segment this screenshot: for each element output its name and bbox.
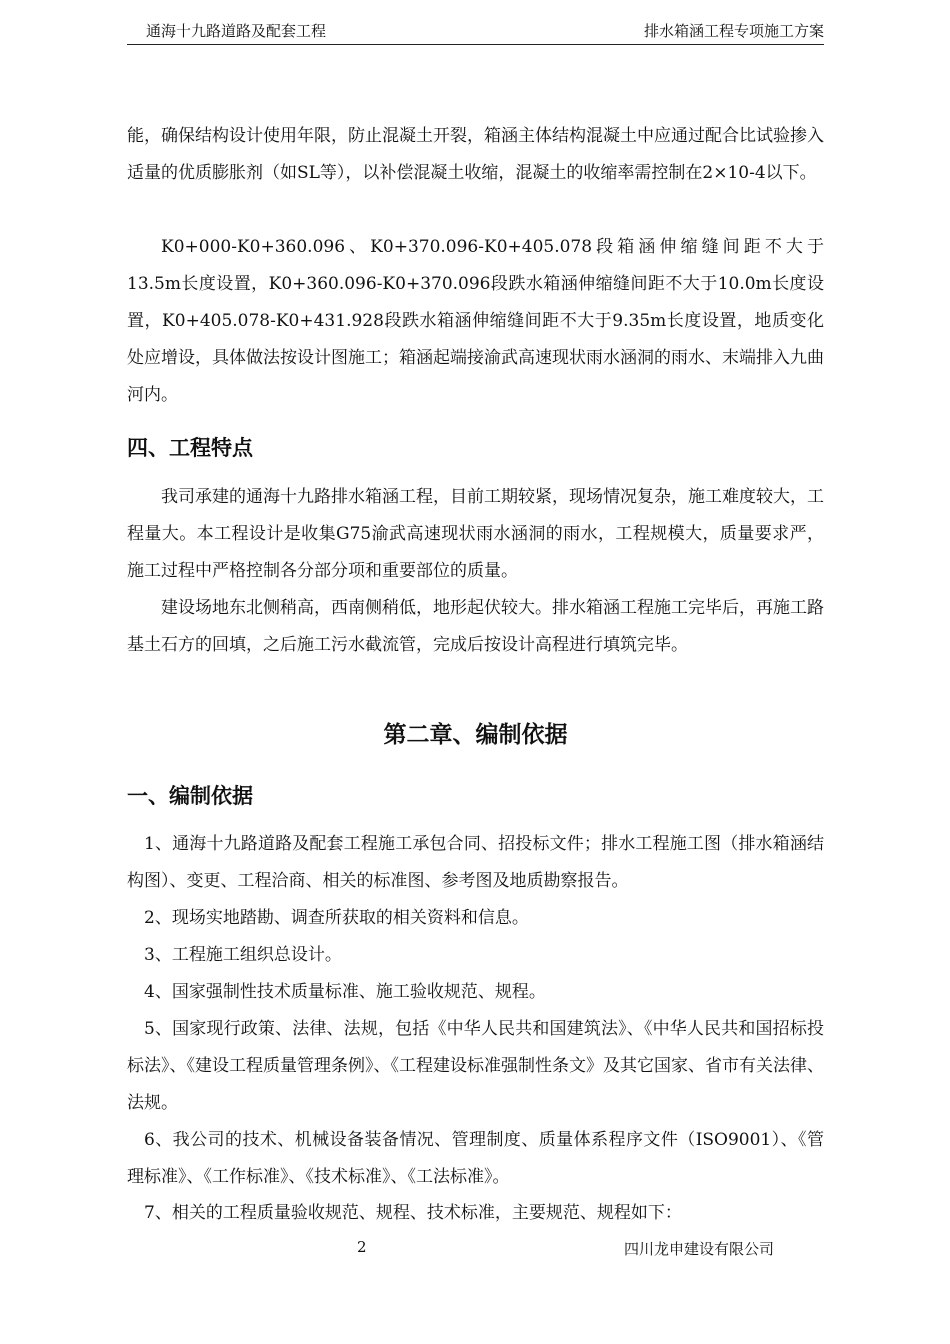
list-item-3: 3、工程施工组织总设计。 [144, 945, 342, 965]
heading-project-features: 四、工程特点 [127, 436, 253, 460]
paragraph-project-features: 我司承建的通海十九路排水箱涵工程，目前工期较紧，现场情况复杂，施工难度较大，工程量大。本工程设计是收集G75渝武高速现状雨水涵洞的雨水，工程规模大，质量要求严，施工过程中严格控制各分部分项和重要部位的质量。 [127, 487, 824, 581]
list-item-5: 5、国家现行政策、法律、法规，包括《中华人民共和国建筑法》、《中华人民共和国招标投标法》、《建设工程质量管理条例》、《工程建设标准强制性条文》及其它国家、省市有关法律、法规。 [127, 1019, 824, 1113]
footer-company: 四川龙申建设有限公司 [624, 1240, 775, 1258]
paragraph-shrinkage: 能，确保结构设计使用年限，防止混凝土开裂，箱涵主体结构混凝土中应通过配合比试验掺入适量的优质膨胀剂（如SL等），以补偿混凝土收缩，混凝土的收缩率需控制在2×10-4以下。 [127, 126, 824, 183]
header-document-title: 排水箱涵工程专项施工方案 [643, 22, 824, 40]
heading-basis: 一、编制依据 [127, 784, 253, 808]
list-item-6: 6、我公司的技术、机械设备装备情况、管理制度、质量体系程序文件（ISO9001）、《管理标准》、《工作标准》、《技术标准》、《工法标准》。 [127, 1130, 824, 1187]
list-item-4: 4、国家强制性技术质量标准、施工验收规范、规程。 [144, 982, 546, 1002]
paragraph-expansion-joints: K0+000-K0+360.096、K0+370.096-K0+405.078段箱涵伸缩缝间距不大于13.5m长度设置，K0+360.096-K0+370.096段跌水箱涵伸缩缝间距不大于10.0m长度设置，K0+405.078-K0+431.928段跌水箱涵伸缩缝间距不大于9.35m长度设置，地质变化处应增设，具体做法按设计图施工；箱涵起端接渝武高速现状雨水涵洞的雨水、末端排入九曲河内。 [127, 237, 824, 405]
page-number: 2 [357, 1238, 367, 1256]
header-project-title: 通海十九路道路及配套工程 [146, 22, 327, 40]
list-item-1: 1、通海十九路道路及配套工程施工承包合同、招投标文件；排水工程施工图（排水箱涵结构图）、变更、工程洽商、相关的标准图、参考图及地质勘察报告。 [127, 834, 824, 891]
list-item-7: 7、相关的工程质量验收规范、规程、技术标准，主要规范、规程如下： [144, 1203, 682, 1223]
list-item-2: 2、现场实地踏勘、调查所获取的相关资料和信息。 [144, 908, 529, 928]
paragraph-site-terrain: 建设场地东北侧稍高，西南侧稍低，地形起伏较大。排水箱涵工程施工完毕后，再施工路基土石方的回填，之后施工污水截流管，完成后按设计高程进行填筑完毕。 [127, 598, 824, 655]
page-header [127, 18, 824, 45]
chapter-title: 第二章、编制依据 [383, 722, 568, 748]
